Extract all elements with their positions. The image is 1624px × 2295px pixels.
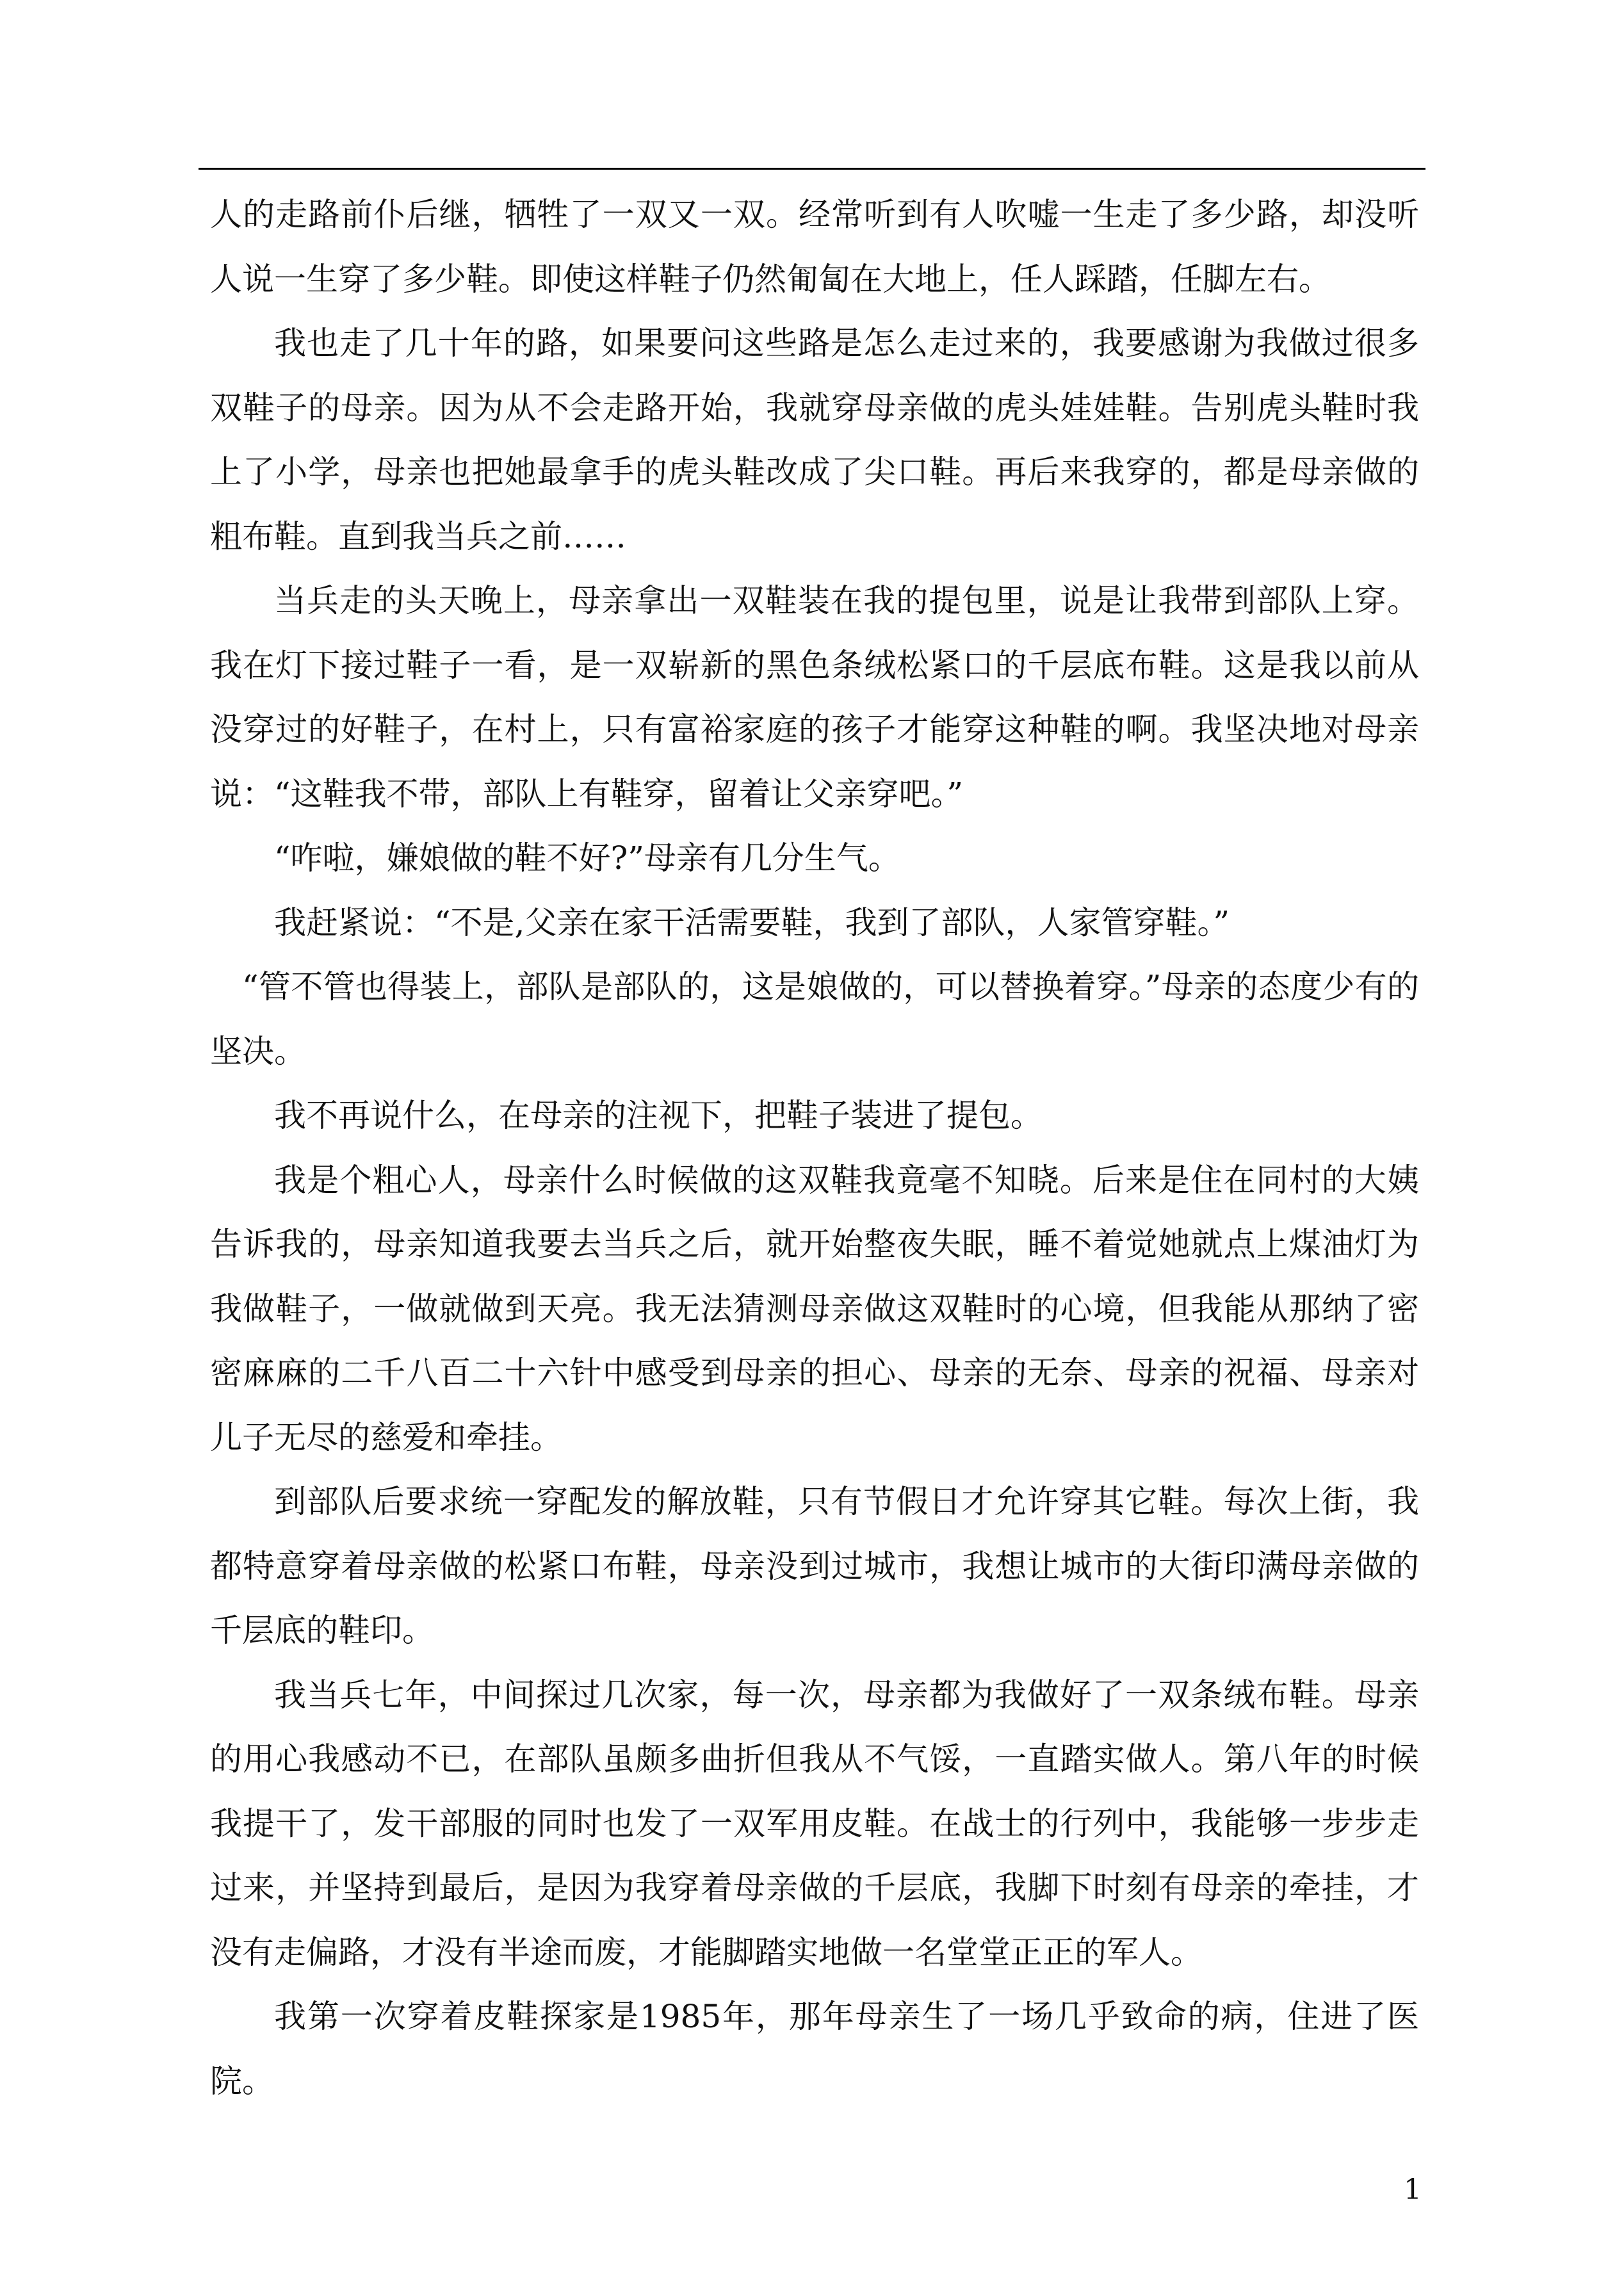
header-rule <box>199 168 1425 170</box>
paragraph-4: “咋啦，嫌娘做的鞋不好?”母亲有几分生气。 <box>274 839 900 877</box>
page-number: 1 <box>1404 2173 1422 2206</box>
paragraph-2: 我也走了几十年的路，如果要问这些路是怎么走过来的，我要感谢为我做过很多双鞋子的母亲。因为从不会走路开始，我就穿母亲做的虎头娃娃鞋。告别虎头鞋时我上了小学，母亲也把她最拿手的虎头鞋改成了尖口鞋。再后来我穿的，都是母亲做的粗布鞋。直到我当兵之前…… <box>210 325 1419 555</box>
paragraph-9: 到部队后要求统一穿配发的解放鞋，只有节假日才允许穿其它鞋。每次上街，我都特意穿着母亲做的松紧口布鞋，母亲没到过城市，我想让城市的大街印满母亲做的千层底的鞋印。 <box>210 1483 1419 1649</box>
paragraph-6: “管不管也得装上，部队是部队的，这是娘做的，可以替换着穿。”母亲的态度少有的坚决。 <box>210 968 1419 1070</box>
paragraph-7: 我不再说什么，在母亲的注视下，把鞋子装进了提包。 <box>274 1097 1043 1134</box>
article-body <box>210 182 1419 2113</box>
paragraph-3: 当兵走的头天晚上，母亲拿出一双鞋装在我的提包里，说是让我带到部队上穿。我在灯下接过鞋子一看，是一双崭新的黑色条绒松紧口的千层底布鞋。这是我以前从没穿过的好鞋子，在村上，只有富裕家庭的孩子才能穿这种鞋的啊。我坚决地对母亲说：“这鞋我不带，部队上有鞋穿，留着让父亲穿吧。” <box>210 582 1419 813</box>
paragraph-11: 我第一次穿着皮鞋探家是1985年，那年母亲生了一场几乎致命的病，住进了医院。 <box>210 1998 1419 2100</box>
paragraph-10: 我当兵七年，中间探过几次家，每一次，母亲都为我做好了一双条绒布鞋。母亲的用心我感动不已，在部队虽颇多曲折但我从不气馁，一直踏实做人。第八年的时候我提干了，发干部服的同时也发了一双军用皮鞋。在战士的行列中，我能够一步步走过来，并坚持到最后，是因为我穿着母亲做的千层底，我脚下时刻有母亲的牵挂，才没有走偏路，才没有半途而废，才能脚踏实地做一名堂堂正正的军人。 <box>210 1676 1419 1971</box>
paragraph-1: 人的走路前仆后继，牺牲了一双又一双。经常听到有人吹嘘一生走了多少路，却没听人说一生穿了多少鞋。即使这样鞋子仍然匍匐在大地上，任人踩踏，任脚左右。 <box>210 196 1419 298</box>
paragraph-5: 我赶紧说：“不是,父亲在家干活需要鞋，我到了部队，人家管穿鞋。” <box>274 904 1230 941</box>
paragraph-8: 我是个粗心人，母亲什么时候做的这双鞋我竟毫不知晓。后来是住在同村的大姨告诉我的，母亲知道我要去当兵之后，就开始整夜失眠，睡不着觉她就点上煤油灯为我做鞋子，一做就做到天亮。我无法猜测母亲做这双鞋时的心境，但我能从那纳了密密麻麻的二千八百二十六针中感受到母亲的担心、母亲的无奈、母亲的祝福、母亲对儿子无尽的慈爱和牵挂。 <box>210 1161 1419 1456</box>
